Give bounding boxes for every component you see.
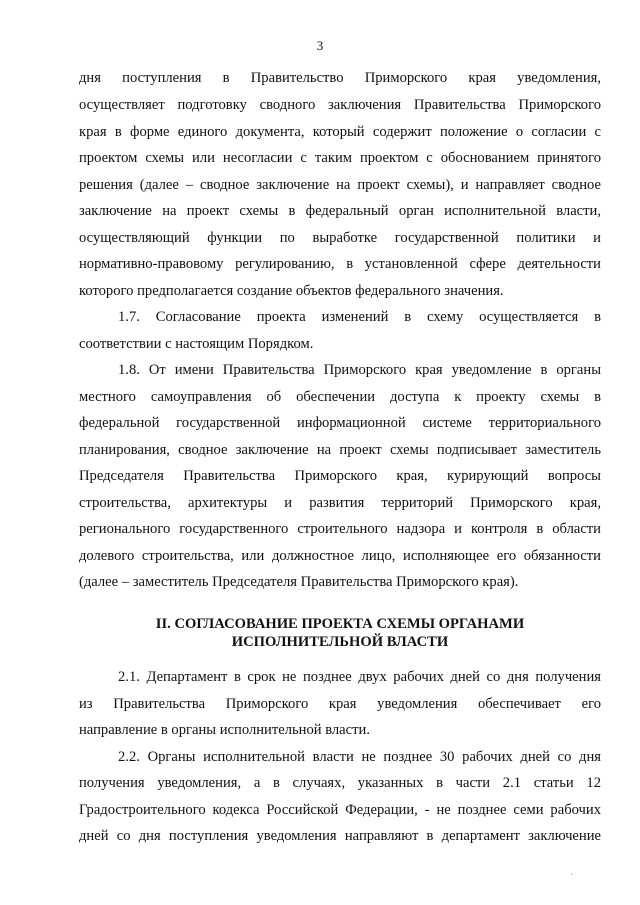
text-line: заключение на проект схемы в федеральный орган исполнительной власти,	[79, 203, 601, 219]
text-line: которого предполагается создание объектов федерального значения.	[79, 283, 504, 299]
text-line: решения (далее – сводное заключение на проект схемы), и направляет сводное	[79, 177, 601, 193]
text-line: 2.1. Департамент в срок не позднее двух рабочих дней со дня получения	[118, 669, 601, 685]
page-number: 3	[316, 38, 324, 53]
section-heading: ИСПОЛНИТЕЛЬНОЙ ВЛАСТИ	[231, 634, 449, 650]
scan-speck: ·	[570, 870, 573, 879]
text-line: местного самоуправления об обеспечении доступа к проекту схемы в	[79, 389, 601, 405]
text-line: получения уведомления, а в случаях, указанных в части 2.1 статьи 12	[79, 775, 601, 791]
text-line: 2.2. Органы исполнительной власти не позднее 30 рабочих дней со дня	[118, 749, 601, 765]
text-line: края в форме единого документа, который содержит положение о согласии с	[79, 124, 601, 140]
text-line: направление в органы исполнительной власти.	[79, 722, 370, 738]
text-line: дня поступления в Правительство Приморского края уведомления,	[79, 70, 601, 86]
section-heading: II. СОГЛАСОВАНИЕ ПРОЕКТА СХЕМЫ ОРГАНАМИ	[155, 616, 525, 632]
text-line: долевого строительства, или должностное лицо, исполняющее его обязанности	[79, 548, 601, 564]
text-line: федеральной государственной информационной системе территориального	[79, 415, 601, 431]
text-line: соответствии с настоящим Порядком.	[79, 336, 314, 352]
text-line: регионального государственного строительного надзора и контроля в области	[79, 521, 601, 537]
text-line: нормативно-правовому регулированию, в установленной сфере деятельности	[79, 256, 601, 272]
text-line: проектом схемы или несогласии с таким проектом с обоснованием принятого	[79, 150, 601, 166]
text-line: дней со дня поступления уведомления направляют в департамент заключение	[79, 828, 601, 844]
text-line: 1.8. От имени Правительства Приморского края уведомление в органы	[118, 362, 601, 378]
text-line: Градостроительного кодекса Российской Федерации, - не позднее семи рабочих	[79, 802, 601, 818]
text-line: осуществляющий функции по выработке государственной политики и	[79, 230, 601, 246]
text-line: из Правительства Приморского края уведомления обеспечивает его	[79, 696, 601, 712]
text-line: строительства, архитектуры и развития территорий Приморского края,	[79, 495, 601, 511]
text-line: Председателя Правительства Приморского края, курирующий вопросы	[79, 468, 601, 484]
text-line: планирования, сводное заключение на проект схемы подписывает заместитель	[79, 442, 601, 458]
text-line: 1.7. Согласование проекта изменений в схему осуществляется в	[118, 309, 601, 325]
text-line: осуществляет подготовку сводного заключения Правительства Приморского	[79, 97, 601, 113]
text-line: (далее – заместитель Председателя Правительства Приморского края).	[79, 574, 519, 590]
